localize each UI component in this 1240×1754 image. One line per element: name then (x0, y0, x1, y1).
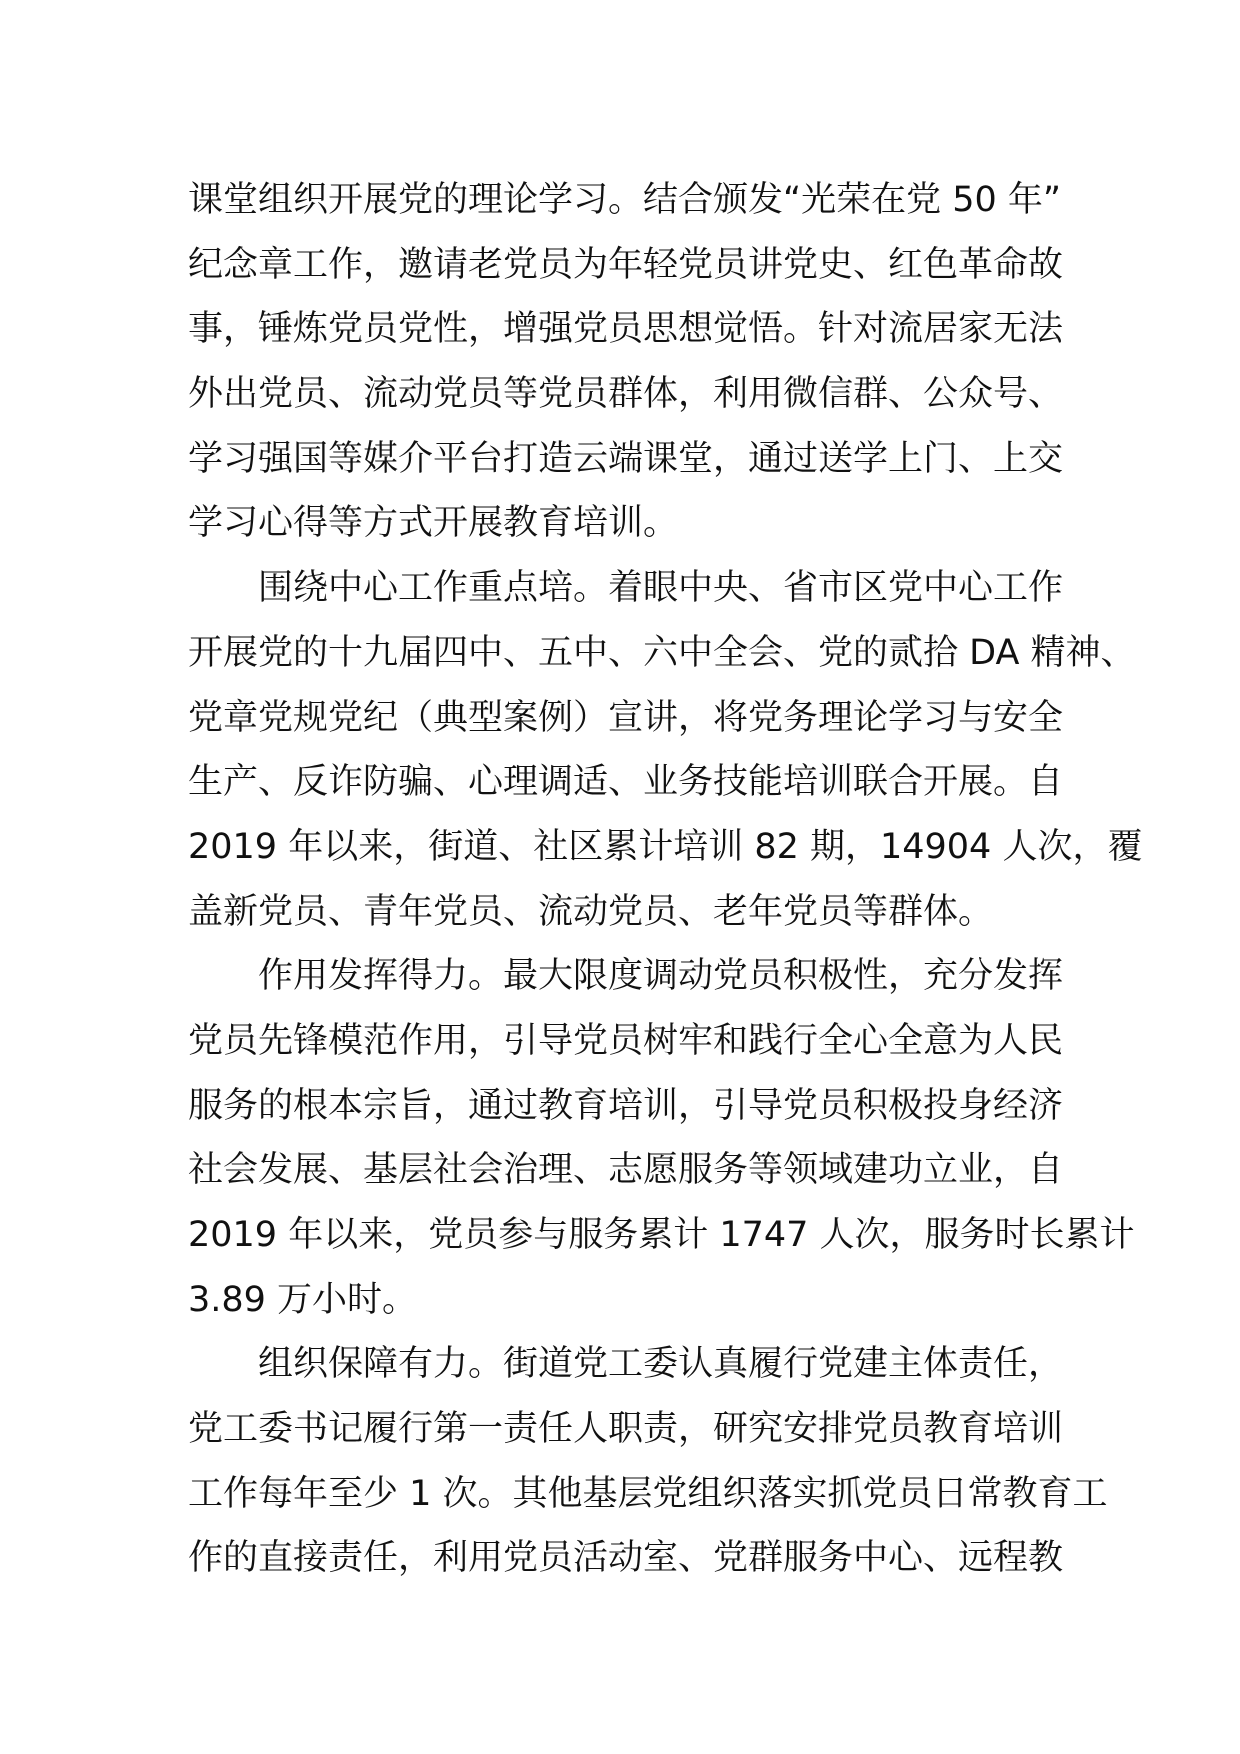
text-line: 作的直接责任，利用党员活动室、党群服务中心、远程教 (188, 1538, 1064, 1579)
text-line: 生产、反诈防骗、心理调适、业务技能培训联合开展。自 (188, 762, 1064, 803)
paragraph-first-line: 组织保障有力。街道党工委认真履行党建主体责任， (258, 1344, 1064, 1385)
text-line: 事，锤炼党员党性，增强党员思想觉悟。针对流居家无法 (188, 309, 1064, 350)
text-line: 2019 年以来，街道、社区累计培训 82 期，14904 人次，覆 (188, 826, 1143, 867)
text-line: 服务的根本宗旨，通过教育培训，引导党员积极投身经济 (188, 1085, 1064, 1126)
text-line: 纪念章工作，邀请老党员为年轻党员讲党史、红色革命故 (188, 244, 1064, 285)
text-line: 外出党员、流动党员等党员群体，利用微信群、公众号、 (188, 374, 1064, 415)
text-line: 工作每年至少 1 次。其他基层党组织落实抓党员日常教育工 (188, 1473, 1108, 1514)
paragraph-first-line: 围绕中心工作重点培。着眼中央、省市区党中心工作 (258, 568, 1064, 609)
text-line: 党章党规党纪（典型案例）宣讲，将党务理论学习与安全 (188, 697, 1064, 738)
text-line: 党员先锋模范作用，引导党员树牢和践行全心全意为人民 (188, 1020, 1064, 1061)
text-line: 学习强国等媒介平台打造云端课堂，通过送学上门、上交 (188, 438, 1064, 479)
document-body (188, 168, 1143, 1591)
text-line: 2019 年以来，党员参与服务累计 1747 人次，服务时长累计 (188, 1215, 1135, 1255)
paragraph-first-line: 作用发挥得力。最大限度调动党员积极性，充分发挥 (258, 956, 1064, 997)
text-line: 党工委书记履行第一责任人职责，研究安排党员教育培训 (188, 1409, 1064, 1450)
text-line: 社会发展、基层社会治理、志愿服务等领域建功立业，自 (188, 1150, 1064, 1191)
text-line: 3.89 万小时。 (188, 1279, 418, 1320)
text-line: 盖新党员、青年党员、流动党员、老年党员等群体。 (188, 891, 994, 932)
text-line: 开展党的十九届四中、五中、六中全会、党的贰拾 DA 精神、 (188, 632, 1136, 673)
text-line: 学习心得等方式开展教育培训。 (188, 503, 679, 544)
text-line: 课堂组织开展党的理论学习。结合颁发“光荣在党 50 年” (188, 180, 1062, 220)
